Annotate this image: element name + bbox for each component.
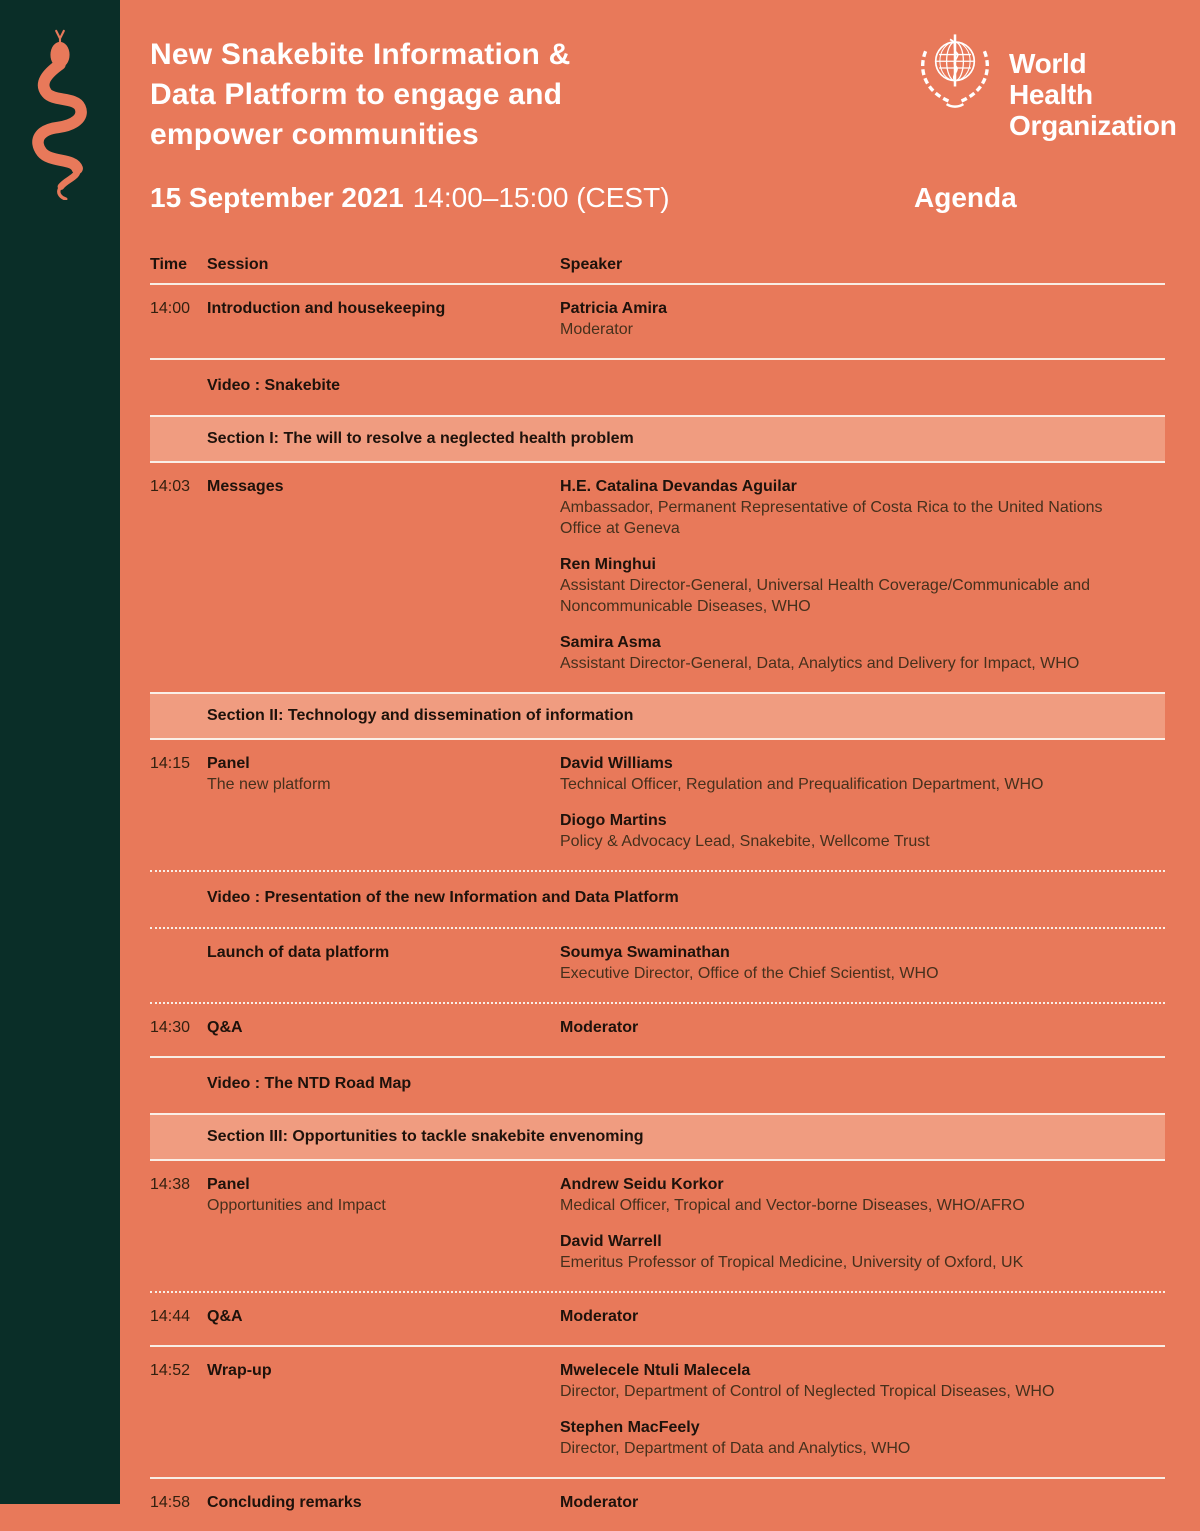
speaker-name: H.E. Catalina Devandas Aguilar [560,478,797,495]
page-title-line2: Data Platform to engage and [150,78,563,111]
session-row [150,1479,1165,1531]
speaker-name: Mwelecele Ntuli Malecela [560,1362,751,1379]
video-row [150,1058,1165,1113]
snake-icon [21,28,99,205]
speaker-cell [560,1017,1165,1038]
session-row [150,1293,1165,1347]
speaker-cell [560,298,1165,340]
speaker-name: Patricia Amira [560,300,668,317]
speaker-role: Moderator [560,321,633,338]
speaker-role: Director, Department of Control of Neglected Tropical Diseases, WHO [560,1383,1055,1400]
speaker-name: Moderator [560,1308,639,1325]
session-cell [207,476,560,674]
session-title: Panel [207,1176,250,1193]
time-cell: 14:30 [150,1019,191,1036]
speaker-block [560,1360,1165,1402]
session-cell [207,1017,560,1038]
table-header [150,256,1165,285]
speaker-block [560,476,1165,539]
speaker-name: Moderator [560,1494,639,1511]
speaker-name: Diogo Martins [560,812,667,829]
time-cell [150,942,207,984]
speaker-cell [560,1360,1165,1459]
speaker-role: Policy & Advocacy Lead, Snakebite, Wellcome Trust [560,833,930,850]
who-logo-line2: Organization [1009,110,1177,141]
session-row [150,1347,1165,1479]
col-header-speaker: Speaker [560,256,623,273]
session-subtitle: Opportunities and Impact [207,1197,386,1214]
video-row [150,872,1165,929]
session-row [150,1161,1165,1293]
who-logo-text [1009,48,1177,141]
session-title: Panel [207,755,250,772]
speaker-role: Assistant Director-General, Data, Analytics and Delivery for Impact, WHO [560,655,1080,672]
time-cell: 14:03 [150,478,191,495]
session-title: Concluding remarks [207,1494,362,1511]
speaker-cell [560,1306,1165,1327]
session-row [150,463,1165,692]
session-cell [207,1360,560,1459]
video-label: Video : Snakebite [207,377,341,394]
speaker-cell [560,1492,1165,1513]
speaker-block [560,1017,1165,1038]
speaker-block [560,554,1165,617]
speaker-block [560,810,1165,852]
speaker-block [560,753,1165,795]
speaker-name: Samira Asma [560,634,661,651]
speaker-block [560,1417,1165,1459]
session-row [150,740,1165,872]
video-label: Video : The NTD Road Map [207,1075,412,1092]
agenda-rows [150,285,1165,1531]
video-row [150,360,1165,415]
time-cell: 14:52 [150,1362,191,1379]
date-row [150,182,1165,216]
page-title-line3: empower communities [150,118,479,151]
session-title: Introduction and housekeeping [207,300,446,317]
speaker-block [560,1492,1165,1513]
session-cell [207,298,560,340]
speaker-cell [560,942,1165,984]
speaker-block [560,942,1165,984]
section-header-row: Section I: The will to resolve a neglected health problem [150,415,1165,463]
speaker-role: Medical Officer, Tropical and Vector-borne Diseases, WHO/AFRO [560,1197,1025,1214]
who-emblem-icon [913,26,997,115]
speaker-role: Executive Director, Office of the Chief Scientist, WHO [560,965,939,982]
session-cell [207,942,560,984]
time-cell: 14:38 [150,1176,191,1193]
speaker-role: Technical Officer, Regulation and Prequalification Department, WHO [560,776,1044,793]
speaker-name: David Warrell [560,1233,662,1250]
who-logo [913,26,1177,141]
session-row [150,285,1165,360]
time-cell [150,1071,207,1095]
main-panel [120,0,1200,1511]
time-cell [150,885,207,909]
speaker-block [560,632,1165,674]
time-cell: 14:58 [150,1494,191,1511]
speaker-name: Moderator [560,1019,639,1036]
page-title [150,0,770,155]
session-title: Q&A [207,1308,243,1325]
speaker-role: Emeritus Professor of Tropical Medicine, University of Oxford, UK [560,1254,1024,1271]
page-title-line1: New Snakebite Information & [150,38,571,71]
time-cell: 14:15 [150,755,191,772]
session-title: Messages [207,478,284,495]
speaker-name: David Williams [560,755,673,772]
speaker-cell [560,476,1165,674]
session-row [150,1004,1165,1058]
col-header-session: Session [207,256,269,273]
session-title: Q&A [207,1019,243,1036]
speaker-name: Stephen MacFeely [560,1419,700,1436]
agenda-table [150,256,1165,1531]
speaker-block [560,1231,1165,1273]
event-time: 14:00–15:00 (CEST) [412,182,670,213]
event-date: 15 September 2021 [150,182,404,213]
section-header-row: Section III: Opportunities to tackle snakebite envenoming [150,1113,1165,1161]
session-row [150,929,1165,1004]
session-cell [207,753,560,852]
speaker-cell [560,753,1165,852]
video-label: Video : Presentation of the new Information and Data Platform [207,889,679,906]
speaker-cell [560,1174,1165,1273]
session-cell [207,1492,560,1513]
speaker-block [560,1306,1165,1327]
speaker-name: Soumya Swaminathan [560,944,730,961]
session-subtitle: The new platform [207,776,331,793]
time-cell: 14:44 [150,1308,191,1325]
time-cell: 14:00 [150,300,191,317]
sidebar [0,0,120,1504]
section-header-row: Section II: Technology and dissemination of information [150,692,1165,740]
speaker-name: Andrew Seidu Korkor [560,1176,724,1193]
session-title: Wrap-up [207,1362,272,1379]
speaker-block [560,1174,1165,1216]
speaker-role: Director, Department of Data and Analytics, WHO [560,1440,911,1457]
agenda-label: Agenda [914,182,1017,213]
session-cell [207,1174,560,1273]
session-title: Launch of data platform [207,944,390,961]
speaker-block [560,298,1165,340]
speaker-role: Assistant Director-General, Universal Health Coverage/Communicable and Noncommunicable Diseases, WHO [560,577,1091,615]
who-logo-line1: World Health [1009,48,1093,110]
time-cell [150,373,207,397]
col-header-time: Time [150,256,188,273]
speaker-name: Ren Minghui [560,556,656,573]
session-cell [207,1306,560,1327]
speaker-role: Ambassador, Permanent Representative of Costa Rica to the United Nations Office at Geneva [560,499,1103,537]
